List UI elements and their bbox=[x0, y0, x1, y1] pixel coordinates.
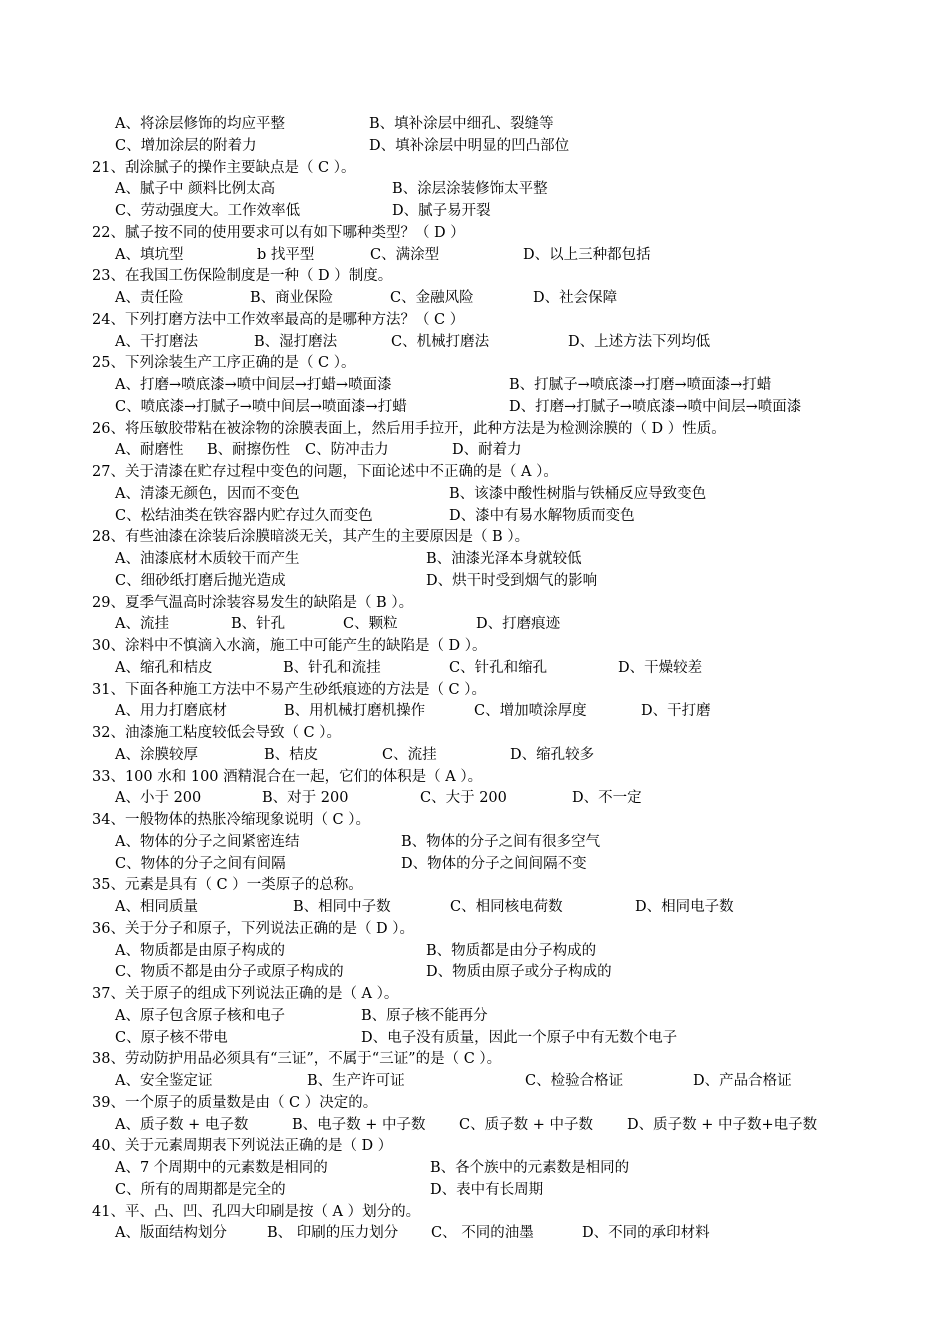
answer-option: B、各个族中的元素数是相同的 bbox=[430, 1160, 630, 1176]
answer-option: D、物体的分子之间间隔不变 bbox=[401, 855, 587, 872]
options-row bbox=[92, 549, 892, 571]
answer-option: A、小于 200 bbox=[115, 790, 202, 807]
question-text: 36、关于分子和原子，下列说法正确的是（ D ）。 bbox=[92, 920, 415, 937]
answer-option: D、产品合格证 bbox=[693, 1073, 792, 1089]
answer-option: C、松结油类在铁容器内贮存过久而变色 bbox=[115, 507, 373, 524]
options-row bbox=[92, 397, 892, 419]
answer-option: C、防冲击力 bbox=[305, 442, 389, 459]
answer-option: D、打磨→打腻子→喷底漆→喷中间层→喷面漆 bbox=[509, 398, 802, 415]
options-row bbox=[92, 658, 892, 680]
options-row bbox=[92, 1180, 892, 1202]
answer-option: B、 印刷的压力划分 bbox=[267, 1225, 399, 1242]
question-text: 28、有些油漆在涂装后涂膜暗淡无关，其产生的主要原因是（ B ）。 bbox=[92, 529, 530, 546]
options-row bbox=[92, 201, 892, 223]
options-row bbox=[92, 179, 892, 201]
answer-option: A、安全鉴定证 bbox=[115, 1073, 213, 1089]
options-row bbox=[92, 788, 892, 810]
answer-option: A、物质都是由原子构成的 bbox=[115, 942, 285, 959]
answer-option: C、机械打磨法 bbox=[391, 333, 490, 350]
options-row bbox=[92, 506, 892, 528]
question-text: 22、腻子按不同的使用要求可以有如下哪种类型？（ D ） bbox=[92, 224, 465, 241]
options-row bbox=[92, 245, 892, 267]
answer-option: A、将涂层修饰的均应平整 bbox=[115, 116, 285, 132]
answer-option: B、该漆中酸性树脂与铁桶反应导致变色 bbox=[449, 485, 707, 502]
answer-option: D、填补涂层中明显的凹凸部位 bbox=[369, 137, 570, 154]
answer-option: b 找平型 bbox=[257, 246, 315, 263]
answer-option: B、耐擦伤性 bbox=[207, 442, 291, 459]
answer-option: A、责任险 bbox=[115, 290, 184, 306]
answer-option: C、金融风险 bbox=[390, 290, 474, 306]
options-row bbox=[92, 1223, 892, 1245]
answer-option: B、湿打磨法 bbox=[254, 333, 338, 350]
answer-option: D、打磨痕迹 bbox=[476, 616, 561, 633]
question-text: 21、刮涂腻子的操作主要缺点是（ C ）。 bbox=[92, 159, 356, 176]
options-row bbox=[92, 1006, 892, 1028]
answer-option: B、用机械打磨机操作 bbox=[284, 703, 426, 720]
answer-option: A、涂膜较厚 bbox=[115, 746, 198, 763]
question-text: 25、下列涂装生产工序正确的是（ C ）。 bbox=[92, 355, 356, 372]
question-text: 30、涂料中不慎滴入水滴，施工中可能产生的缺陷是（ D ）。 bbox=[92, 638, 487, 654]
answer-option: B、物质都是由分子构成的 bbox=[426, 942, 597, 959]
options-row bbox=[92, 571, 892, 593]
question-text: 40、关于元素周期表下列说法正确的是（ D ） bbox=[92, 1138, 393, 1155]
options-row bbox=[92, 1028, 892, 1050]
answer-option: B、相同中子数 bbox=[293, 899, 391, 915]
answer-option: C、流挂 bbox=[382, 746, 437, 763]
answer-option: C、所有的周期都是完全的 bbox=[115, 1181, 286, 1198]
answer-option: D、表中有长周期 bbox=[430, 1181, 544, 1198]
answer-option: D、耐着力 bbox=[452, 442, 522, 459]
answer-option: B、油漆光泽本身就较低 bbox=[426, 551, 582, 567]
options-row bbox=[92, 114, 892, 136]
question-text: 31、下面各种施工方法中不易产生砂纸痕迹的方法是（ C ）。 bbox=[92, 681, 487, 698]
question-text: 38、劳动防护用品必须具有“三证”，不属于“三证”的是（ C ）。 bbox=[92, 1051, 502, 1068]
answer-option: C、劳动强度大。工作效率低 bbox=[115, 203, 301, 219]
answer-option: C、满涂型 bbox=[370, 246, 440, 263]
answer-option: A、填坑型 bbox=[115, 246, 184, 263]
question-text: 41、平、凸、凹、孔四大印刷是按（ A ）划分的。 bbox=[92, 1203, 421, 1220]
answer-option: A、版面结构划分 bbox=[115, 1225, 227, 1242]
options-row bbox=[92, 1115, 892, 1137]
options-row bbox=[92, 288, 892, 310]
answer-option: C、增加喷涂厚度 bbox=[474, 703, 587, 720]
answer-option: A、相同质量 bbox=[115, 899, 198, 915]
document-body bbox=[92, 114, 892, 1245]
answer-option: D、腻子易开裂 bbox=[392, 203, 491, 219]
answer-option: D、电子没有质量，因此一个原子中有无数个电子 bbox=[361, 1029, 678, 1046]
options-row bbox=[92, 375, 892, 397]
answer-option: A、流挂 bbox=[115, 616, 169, 633]
question-text: 23、在我国工伤保险制度是一种（ D ）制度。 bbox=[92, 268, 393, 285]
options-row bbox=[92, 941, 892, 963]
answer-option: D、缩孔较多 bbox=[510, 746, 595, 763]
answer-option: B、商业保险 bbox=[250, 290, 334, 306]
answer-option: A、油漆底材木质较干而产生 bbox=[115, 551, 300, 567]
answer-option: B、针孔 bbox=[231, 616, 286, 633]
question-text: 39、一个原子的质量数是由（ C ）决定的。 bbox=[92, 1094, 378, 1111]
answer-option: B、物体的分子之间有很多空气 bbox=[401, 833, 601, 850]
answer-option: A、7 个周期中的元素数是相同的 bbox=[115, 1160, 328, 1176]
answer-option: A、耐磨性 bbox=[115, 442, 184, 459]
answer-option: B、针孔和流挂 bbox=[283, 659, 381, 676]
answer-option: D、上述方法下列均低 bbox=[568, 333, 711, 350]
answer-option: C、质子数 + 中子数 bbox=[459, 1116, 593, 1133]
question-text: 27、关于清漆在贮存过程中变色的问题，下面论述中不正确的是（ A ）。 bbox=[92, 464, 558, 480]
question-text: 34、一般物体的热胀冷缩现象说明（ C ）。 bbox=[92, 812, 371, 828]
answer-option: B、生产许可证 bbox=[307, 1073, 405, 1089]
answer-option: B、对于 200 bbox=[262, 790, 349, 807]
answer-option: C、物体的分子之间有间隔 bbox=[115, 855, 286, 872]
answer-option: A、原子包含原子核和电子 bbox=[115, 1007, 285, 1024]
answer-option: C、颗粒 bbox=[343, 616, 398, 633]
options-row bbox=[92, 832, 892, 854]
question-text: 33、100 水和 100 酒精混合在一起，它们的体积是（ A ）。 bbox=[92, 768, 483, 785]
answer-option: D、社会保障 bbox=[533, 290, 618, 306]
answer-option: A、缩孔和桔皮 bbox=[115, 659, 213, 676]
question-text: 26、将压敏胶带粘在被涂物的涂膜表面上，然后用手拉开，此种方法是为检测涂膜的（ D ）性质。 bbox=[92, 420, 726, 437]
answer-option: D、干打磨 bbox=[641, 703, 711, 720]
answer-option: D、不一定 bbox=[572, 790, 642, 807]
answer-option: C、喷底漆→打腻子→喷中间层→喷面漆→打蜡 bbox=[115, 398, 407, 415]
answer-option: B、打腻子→喷底漆→打磨→喷面漆→打蜡 bbox=[509, 377, 772, 393]
answer-option: C、细砂纸打磨后抛光造成 bbox=[115, 572, 286, 589]
answer-option: C、原子核不带电 bbox=[115, 1029, 228, 1046]
answer-option: C、物质不都是由分子或原子构成的 bbox=[115, 964, 344, 981]
answer-option: C、针孔和缩孔 bbox=[449, 659, 548, 676]
options-row bbox=[92, 1071, 892, 1093]
answer-option: B、涂层涂装修饰太平整 bbox=[392, 181, 548, 198]
options-row bbox=[92, 136, 892, 158]
answer-option: C、相同核电荷数 bbox=[450, 899, 563, 915]
answer-option: B、桔皮 bbox=[264, 746, 319, 763]
answer-option: D、相同电子数 bbox=[635, 899, 734, 915]
options-row bbox=[92, 745, 892, 767]
answer-option: D、烘干时受到烟气的影响 bbox=[426, 572, 598, 589]
options-row bbox=[92, 962, 892, 984]
question-text: 35、元素是具有（ C ）一类原子的总称。 bbox=[92, 877, 363, 894]
question-text: 24、下列打磨方法中工作效率最高的是哪种方法？（ C ） bbox=[92, 311, 465, 328]
options-row bbox=[92, 332, 892, 354]
options-row bbox=[92, 897, 892, 919]
options-row bbox=[92, 440, 892, 462]
answer-option: D、物质由原子或分子构成的 bbox=[426, 964, 612, 981]
answer-option: B、填补涂层中细孔、裂缝等 bbox=[369, 116, 554, 132]
options-row bbox=[92, 484, 892, 506]
answer-option: D、漆中有易水解物质而变色 bbox=[449, 507, 635, 524]
question-text: 29、夏季气温高时涂装容易发生的缺陷是（ B ）。 bbox=[92, 594, 414, 611]
answer-option: C、大于 200 bbox=[420, 790, 507, 807]
answer-option: D、以上三种都包括 bbox=[523, 246, 651, 263]
answer-option: A、干打磨法 bbox=[115, 333, 198, 350]
question-text: 37、关于原子的组成下列说法正确的是（ A ）。 bbox=[92, 986, 399, 1002]
answer-option: A、用力打磨底材 bbox=[115, 703, 227, 720]
options-row bbox=[92, 1158, 892, 1180]
answer-option: A、打磨→喷底漆→喷中间层→打蜡→喷面漆 bbox=[115, 377, 392, 393]
question-text: 32、油漆施工粘度较低会导致（ C ）。 bbox=[92, 725, 342, 741]
answer-option: D、干燥较差 bbox=[618, 659, 703, 676]
answer-option: A、质子数 + 电子数 bbox=[115, 1116, 249, 1133]
answer-option: C、检验合格证 bbox=[525, 1073, 624, 1089]
answer-option: A、物体的分子之间紧密连结 bbox=[115, 833, 300, 850]
answer-option: C、增加涂层的附着力 bbox=[115, 137, 257, 154]
answer-option: B、电子数 + 中子数 bbox=[292, 1116, 426, 1133]
answer-option: A、清漆无颜色，因而不变色 bbox=[115, 485, 300, 502]
answer-option: D、质子数 + 中子数+电子数 bbox=[627, 1116, 818, 1133]
answer-option: A、腻子中 颜料比例太高 bbox=[115, 181, 276, 198]
options-row bbox=[92, 701, 892, 723]
answer-option: B、原子核不能再分 bbox=[361, 1007, 488, 1024]
options-row bbox=[92, 854, 892, 876]
answer-option: C、 不同的油墨 bbox=[431, 1225, 534, 1242]
answer-option: D、不同的承印材料 bbox=[582, 1225, 710, 1242]
options-row bbox=[92, 614, 892, 636]
